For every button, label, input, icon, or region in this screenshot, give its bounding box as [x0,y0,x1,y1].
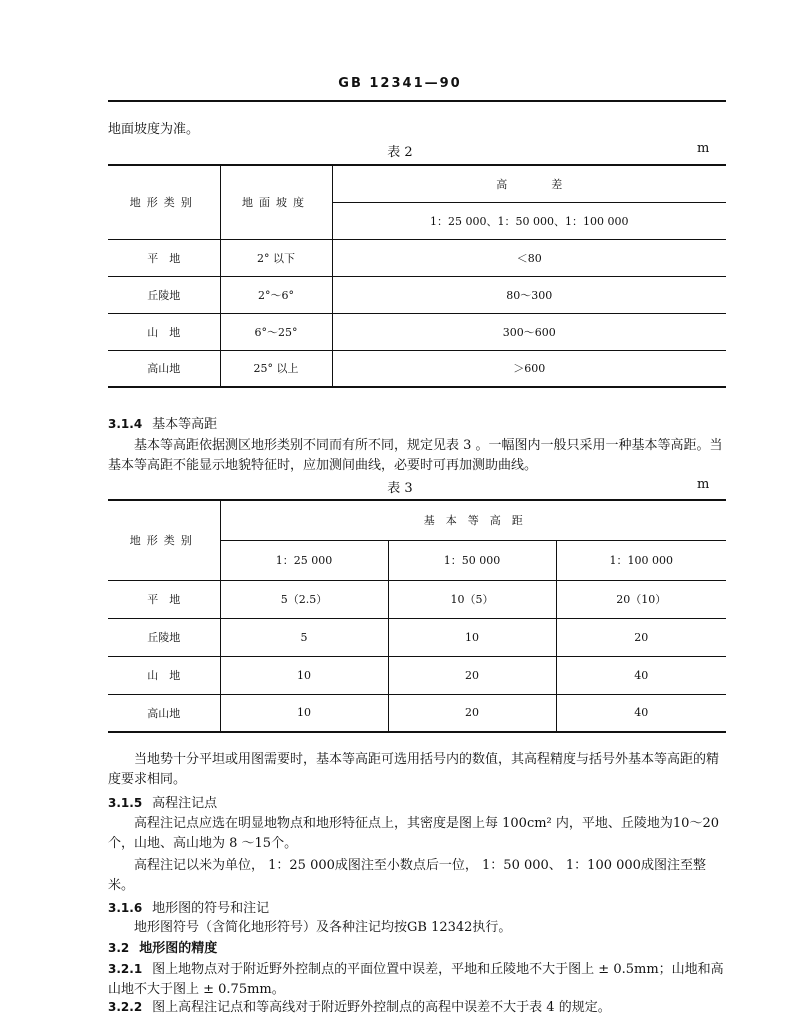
table2-cell-terrain: 平 地 [108,239,220,276]
table3-cell-value: 10 [388,618,556,656]
section-number: 3.1.5 [108,796,143,810]
section-number: 3.1.6 [108,901,143,915]
table3-cell-value: 40 [556,694,726,732]
section-title: 高程注记点 [152,796,218,811]
table3-header-interval: 基 本 等 高 距 [220,500,726,540]
table-row [108,656,726,694]
table3-cell-value: 5（2.5） [220,580,388,618]
table2-cell-value: ＜80 [332,239,726,276]
table-row [108,694,726,732]
table2-cell-value: ＞600 [332,350,726,387]
section-title: 地形图的符号和注记 [152,901,270,916]
table3-cell-terrain: 丘陵地 [108,618,220,656]
section-number: 3.2.1 [108,962,143,976]
table3-cell-value: 5 [220,618,388,656]
table3-unit: m [697,477,710,492]
table3-cell-value: 10 [220,694,388,732]
table3-header-scale: 1：25 000 [220,540,388,580]
table3-cell-value: 20 [556,618,726,656]
table-row [108,276,726,313]
table3 [108,499,726,733]
table2-cell-value: 80～300 [332,276,726,313]
note-after-table3: 当地势十分平坦或用图需要时，基本等高距可选用括号内的数值，其高程精度与括号外基本等高距的精度要求相同。 [108,752,720,787]
table3-caption-row [0,477,800,497]
intro-line: 地面坡度为准。 [108,122,200,137]
table3-cell-value: 20（10） [556,580,726,618]
table2-header-terrain: 地形类别 [108,165,220,239]
table2-header-slope: 地面坡度 [220,165,332,239]
section-3-1-4-text: 基本等高距依据测区地形类别不同而有所不同，规定见表 3 。一幅图内一般只采用一种基本等高距。当基本等高距不能显示地貌特征时，应加测间曲线，必要时可再加测助曲线。 [108,438,723,473]
section-number: 3.2.2 [108,1000,143,1014]
section-3-1-5-paragraph-2: 高程注记以米为单位， 1：25 000成图注至小数点后一位， 1：50 000、 1：100 000成图注至整米。 [108,858,706,893]
table2-cell-terrain: 山 地 [108,313,220,350]
table2 [108,164,726,388]
table2-header-height-diff: 高 差 [332,165,726,202]
table2-cell-value: 300～600 [332,313,726,350]
table3-caption: 表 3 [387,481,413,496]
table3-header-terrain: 地形类别 [108,500,220,580]
table2-cell-terrain: 高山地 [108,350,220,387]
section-3-1-6-text: 地形图符号（含简化地形符号）及各种注记均按GB 12342执行。 [134,920,512,935]
table3-cell-terrain: 山 地 [108,656,220,694]
table-row [108,313,726,350]
table3-cell-value: 20 [388,694,556,732]
table3-cell-terrain: 高山地 [108,694,220,732]
table3-header-scale: 1：50 000 [388,540,556,580]
table2-cell-slope: 2°～6° [220,276,332,313]
section-title: 基本等高距 [152,417,218,432]
table2-caption-row [0,141,800,161]
table2-header-scales: 1：25 000、1：50 000、1：100 000 [332,202,726,239]
table3-cell-value: 10 [220,656,388,694]
section-3-2-1-text [108,959,726,1000]
table2-cell-slope: 2° 以下 [220,239,332,276]
table-row [108,239,726,276]
section-number: 3.2 [108,941,130,955]
section-title: 地形图的精度 [139,941,218,956]
section-3-2-heading [108,938,726,959]
section-number: 3.1.4 [108,417,143,431]
table2-cell-terrain: 丘陵地 [108,276,220,313]
section-body: 图上地物点对于附近野外控制点的平面位置中误差，平地和丘陵地不大于图上 ± 0.5mm；山地和高山地不大于图上 ± 0.75mm。 [108,962,724,997]
table3-cell-terrain: 平 地 [108,580,220,618]
table3-cell-value: 20 [388,656,556,694]
table-row [108,580,726,618]
standard-number-header: GB 12341—90 [338,76,462,91]
section-body: 图上高程注记点和等高线对于附近野外控制点的高程中误差不大于表 4 的规定。 [152,1000,611,1015]
section-3-1-4-heading [108,414,726,435]
table-row [108,350,726,387]
section-3-1-5-heading [108,793,726,814]
table2-cell-slope: 6°～25° [220,313,332,350]
section-3-1-5-paragraph-1: 高程注记点应选在明显地物点和地形特征点上，其密度是图上每 100cm² 内，平地、丘陵地为10～20个，山地、高山地为 8 ～15个。 [108,816,719,851]
table2-cell-slope: 25° 以上 [220,350,332,387]
section-3-1-6-heading [108,898,726,919]
table3-cell-value: 40 [556,656,726,694]
table2-unit: m [697,141,710,156]
table3-header-scale: 1：100 000 [556,540,726,580]
table3-cell-value: 10（5） [388,580,556,618]
table-row [108,618,726,656]
header-rule [108,100,726,102]
section-3-2-2-text [108,997,726,1018]
table2-caption: 表 2 [387,145,413,160]
